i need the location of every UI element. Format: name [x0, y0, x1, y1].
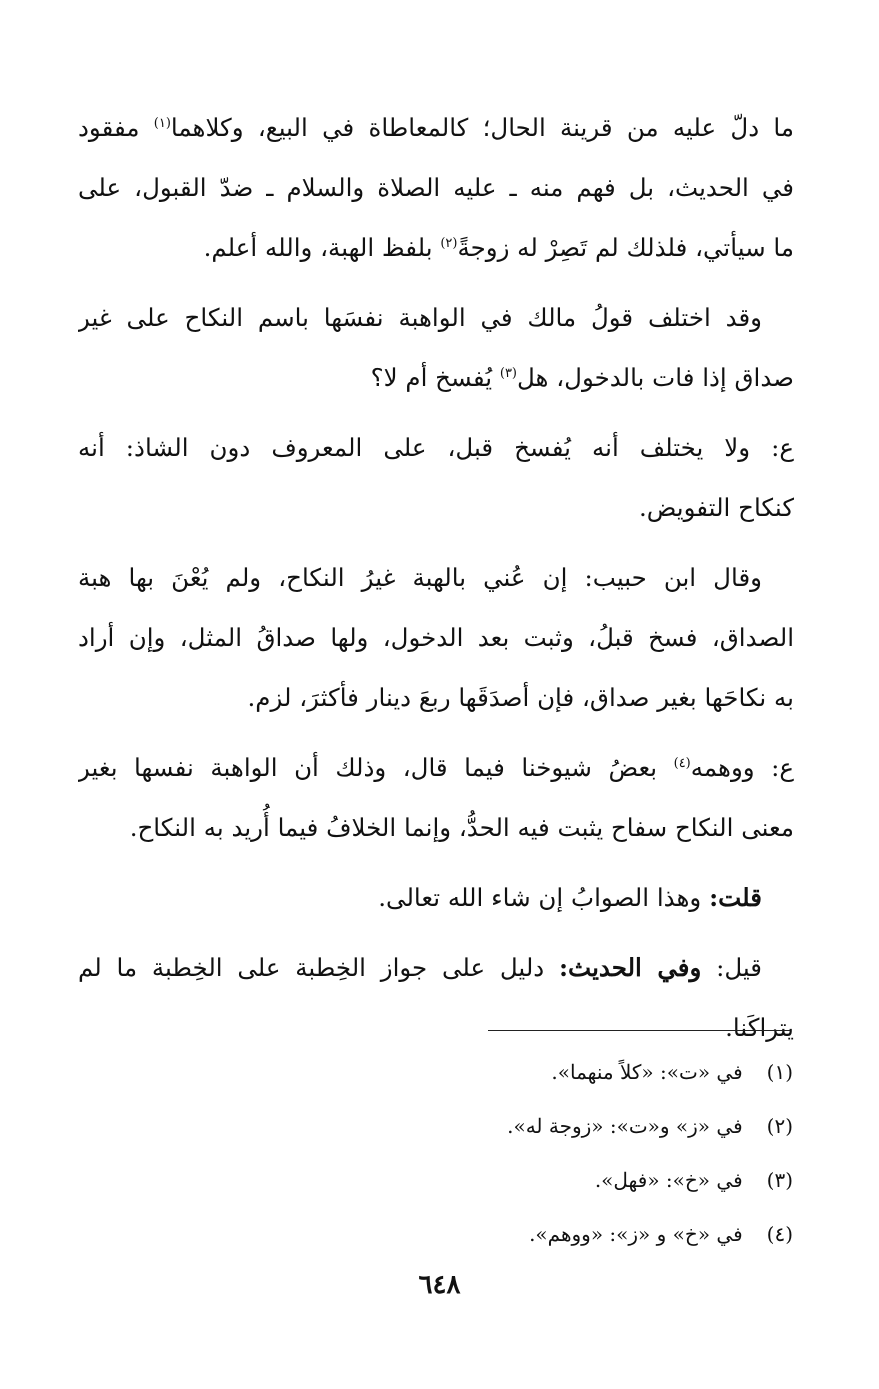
text-line: [78, 868, 794, 928]
footnote-number: (٣): [766, 1168, 793, 1192]
text-line: معنى النكاح سفاح يثبت فيه الحدُّ، وإنما الخلافُ فيما أُريد به النكاح.: [129, 813, 794, 842]
text-span: بلفظ الهبة، والله أعلم.: [203, 233, 441, 262]
qultu-label: قلت:: [709, 883, 762, 912]
paragraph-4: [78, 548, 794, 728]
paragraph-3: [78, 418, 794, 538]
paragraph-7: [78, 938, 794, 1058]
text-line: في الحديث، بل فهم منه ـ عليه الصلاة والسلام ـ ضدّ القبول، على: [78, 173, 794, 202]
text-line: وقال ابن حبيب: إن عُني بالهبة غيرُ النكاح، ولم يُعْنَ بها هبة: [78, 563, 762, 592]
footnote-text: في «ت»: «كلاً منهما».: [551, 1060, 743, 1084]
footnote-ref-2[interactable]: (٢): [440, 235, 458, 251]
footnote-item: [273, 1207, 793, 1261]
paragraph-6: [78, 868, 794, 928]
text-line: [78, 218, 794, 278]
paragraph-2: [78, 288, 794, 408]
footnote-text: في «خ» و «ز»: «ووهم».: [529, 1222, 743, 1246]
text-span: ما دلّ عليه من قرينة الحال؛ كالمعاطاة في البيع، وكلاهما: [170, 113, 794, 142]
text-line: به نكاحَها بغير صداق، فإن أصدَقَها ربعَ دينار فأكثرَ، لزم.: [247, 683, 794, 712]
text-line: [78, 938, 794, 998]
text-span: مفقود: [78, 113, 154, 142]
paragraph-1: [78, 98, 794, 278]
footnote-divider: [488, 1030, 790, 1031]
text-line: كنكاح التفويض.: [639, 493, 794, 522]
text-span: وهذا الصوابُ إن شاء الله تعالى.: [378, 883, 710, 912]
footnote-text: في «خ»: «فهل».: [594, 1168, 743, 1192]
footnote-item: [273, 1045, 793, 1099]
page-number: ٦٤٨: [418, 1270, 461, 1300]
footnote-text: في «ز» و«ت»: «زوجة له».: [507, 1114, 743, 1138]
footnote-number: (٤): [766, 1222, 793, 1246]
footnotes: [273, 1045, 793, 1261]
text-span: يُفسخ أم لا؟: [370, 363, 500, 392]
text-line: الصداق، فسخ قبلُ، وثبت بعد الدخول، ولها صداقُ المثل، وإن أراد: [78, 623, 794, 652]
text-span: ع: ووهمه: [690, 753, 794, 782]
text-span: قيل:: [701, 953, 762, 982]
text-line: [78, 738, 794, 798]
text-line: ع: ولا يختلف أنه يُفسخ قبل، على المعروف دون الشاذ: أنه: [78, 433, 794, 462]
text-span: بعضُ شيوخنا فيما قال، وذلك أن الواهبة نفسها بغير: [78, 753, 674, 782]
footnote-item: [273, 1153, 793, 1207]
text-line: [78, 348, 794, 408]
footnote-ref-3[interactable]: (٣): [499, 365, 517, 381]
footnote-number: (٢): [766, 1114, 793, 1138]
footnote-ref-1[interactable]: (١): [153, 115, 171, 131]
text-line: يتراكَنا.: [725, 1013, 794, 1042]
text-span: دليل على جواز الخِطبة على الخِطبة ما لم: [78, 953, 559, 982]
text-line: [78, 98, 794, 158]
paragraph-5: [78, 738, 794, 858]
footnote-item: [273, 1099, 793, 1153]
footnote-ref-4[interactable]: (٤): [673, 755, 691, 771]
main-text: [78, 98, 794, 1068]
hadith-label: وفي الحديث:: [558, 953, 702, 982]
text-span: صداق إذا فات بالدخول، هل: [517, 363, 794, 392]
text-line: وقد اختلف قولُ مالك في الواهبة نفسَها باسم النكاح على غير: [78, 303, 762, 332]
text-span: ما سيأتي، فلذلك لم تَصِرْ له زوجةً: [457, 233, 794, 262]
footnote-number: (١): [766, 1060, 793, 1084]
